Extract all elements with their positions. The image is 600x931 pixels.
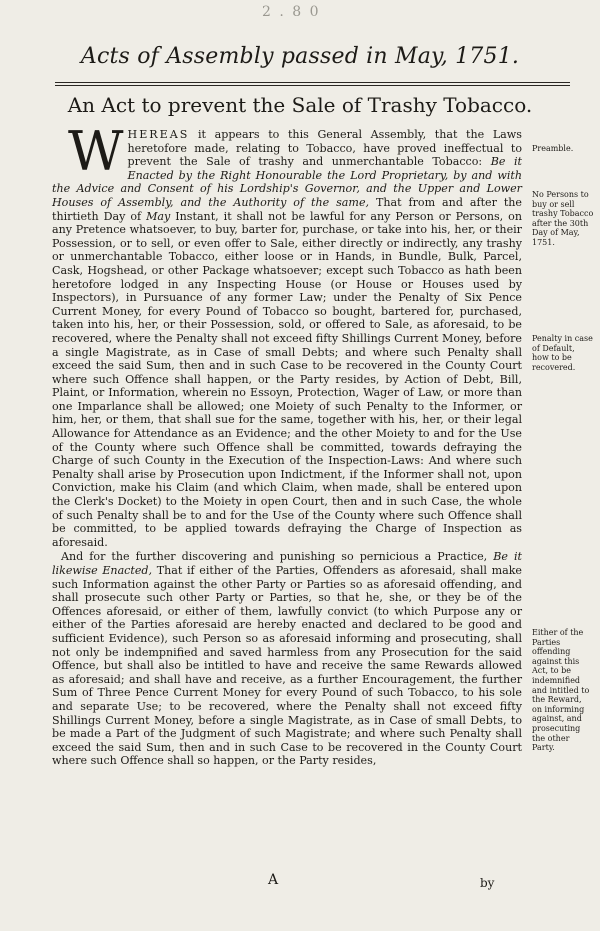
- caps-run: HEREAS: [127, 128, 190, 141]
- enacting-clause: Be it Enacted by the Right Honourable the Lord Proprietary, by and with the Advice and Consent of his Lordship's Governor, and the Upper and Lower Houses of Assembly, and the Authority of the same,: [52, 155, 522, 209]
- signature-mark: A: [268, 872, 279, 888]
- para1-mid: That from and after the thirtieth Day of: [52, 195, 522, 223]
- catchword: by: [480, 876, 495, 890]
- margin-note-penalty: Penalty in case of Default, how to be recovered.: [532, 334, 593, 372]
- margin-note-either-party: Either of the Parties offending against this Act, to be indemnified and intitled to the Reward, on informing against, and prosecuting the other Party.: [532, 628, 590, 753]
- para1-start: it appears to this General Assembly, that the Laws heretofore made, relating to Tobacco, have proved ineffectual to prevent the Sale of trashy and unmerchantable Tobacco:: [127, 128, 522, 169]
- act-title: An Act to prevent the Sale of Trashy Tobacco.: [67, 93, 533, 117]
- head-rule-thick: [55, 82, 570, 83]
- may-word: May: [146, 209, 171, 223]
- running-head: Acts of Assembly passed in May, 1751.: [80, 44, 520, 69]
- paragraph-2: [52, 550, 522, 768]
- act-body: [52, 120, 523, 768]
- margin-note-preamble: Preamble.: [532, 144, 574, 153]
- enacted-clause-2: Be it likewise Enacted,: [52, 550, 522, 577]
- head-rule-thin: [55, 85, 570, 86]
- para2-rest: That if either of the Parties, Offenders as aforesaid, shall make such Information against the other Party or Parties so as aforesaid offending, and shall prosecute such other Party or Parties, so that he, she, or they be of the Offences aforesaid, or either of them, lawfully convict (to which Purpose any or either of the Parties aforesaid are hereby enacted and declared to be good and sufficient Evidence), such Person so as aforesaid informing and prosecuting, shall not only be indempnified and saved harmless from any Prosecution for the said Offence, but shall also be intitled to have and receive the same Rewards allowed as aforesaid; and shall have and receive, as a further Encouragement, the further Sum of Three Pence Current Money for every Pound of such Tobacco, to his sole and separate Use; to be recovered, where the Penalty shall not exceed fifty Shillings Current Money, before a single Magistrate, as in Case of small Debts, to be made a Part of the Judgment of such Magistrate; and where such Penalty shall exceed the said Sum, then and in such Case to be recovered in the County Court where such Offence shall so happen, or the Party resides,: [52, 564, 523, 768]
- drop-cap: W: [68, 120, 124, 183]
- para1-rest: Instant, it shall not be lawful for any Person or Persons, on any Pretence whatsoever, to buy, barter for, purchase, or take into his, her, or their Possession, or to sell, or even offer to Sale, either directly or indirectly, any trashy or unmerchantable Tobacco, either loose or in Hands, in Bundle, Bulk, Parcel, Cask, Hogshead, or other Package whatsoever; except such Tobacco as hath been heretofore lodged in any Inspecting House (or House or Houses used by Inspectors), in Pursuance of any former Law; under the Penalty of Six Pence Current Money, for every Pound of Tobacco so bought, bartered for, purchased, taken into his, her, or their Possession, sold, or offered to Sale, as aforesaid, to be recovered, where the Penalty shall not exceed fifty Shillings Current Money, before a single Magistrate, as in Case of small Debts; and where such Penalty shall exceed the said Sum, then and in such Case to be recovered in the County Court where such Offence shall happen, or the Party resides, by Action of Debt, Bill, Plaint, or Information, wherein no Essoyn, Protection, Wager of Law, or more than one Imparlance shall be allowed; one Moiety of such Penalty to the Informer, or him, her, or them, that shall sue for the same, together with his, her, or their legal Allowance for Attendance as an Evidence; and the other Moiety to and for the Use of the County where such Offence shall be committed, towards defraying the Charge of such County in the Execution of the Inspection-Laws: And where such Penalty shall arise by Prosecution upon Indictment, if the Informer shall not, upon Conviction, make his Claim (and which Claim, when made, shall be entered upon the Clerk's Docket) to the Moiety in open Court, then and in such Case, the whole of such Penalty shall be to and for the Use of the County where such Offence shall be committed, to be applied towards defraying the Charge of Inspection as aforesaid.: [52, 209, 522, 549]
- paragraph-1: [52, 120, 522, 549]
- margin-note-no-persons: No Persons to buy or sell trashy Tobacco after the 30th Day of May, 1751.: [532, 190, 594, 247]
- page-top-mark: 2 . 8 0: [262, 4, 321, 20]
- para2-start: And for the further discovering and punishing so pernicious a Practice,: [61, 550, 494, 564]
